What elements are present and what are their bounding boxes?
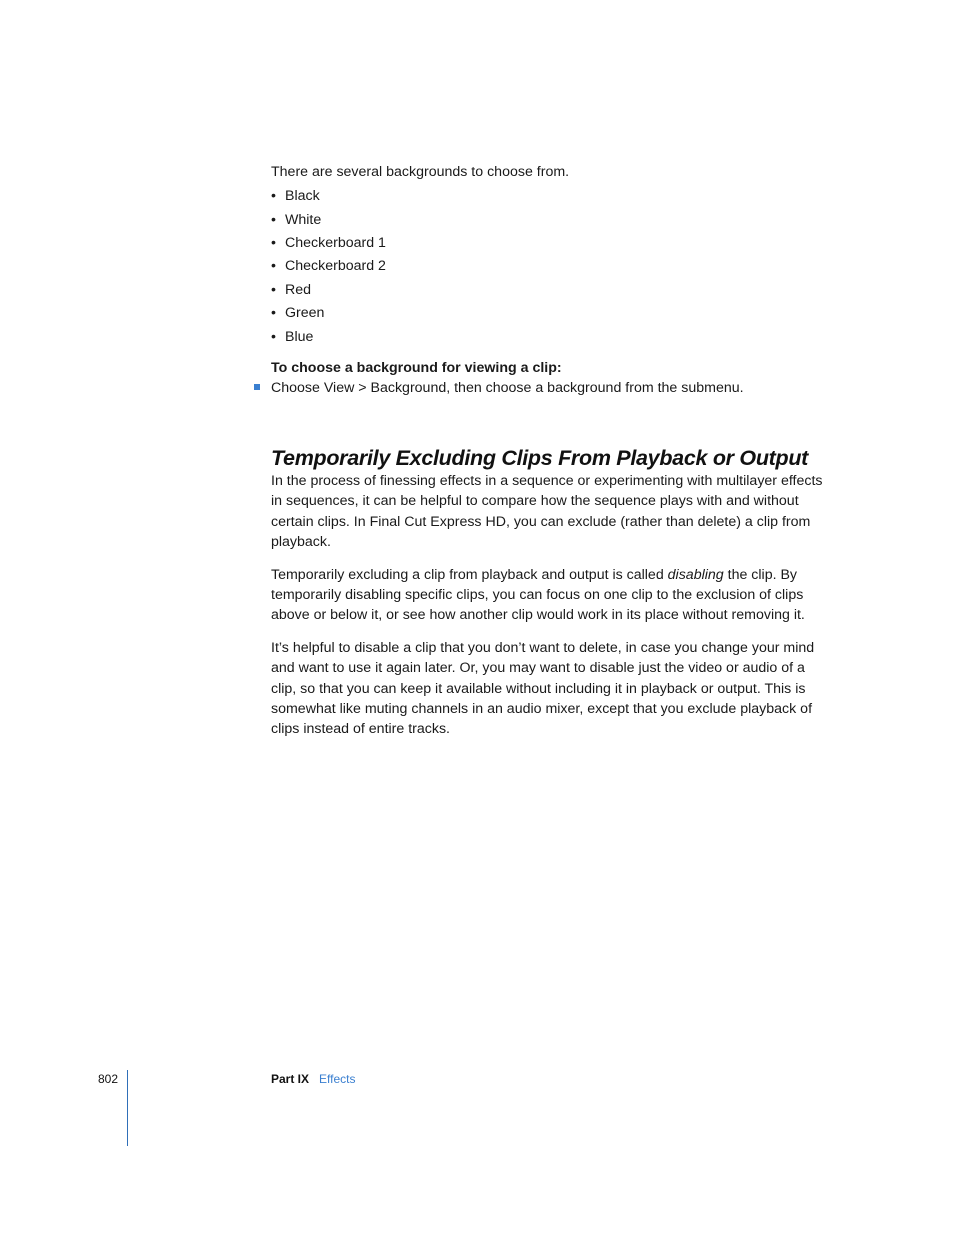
bullet-icon: • [271,188,276,205]
list-item: • Blue [271,326,831,349]
list-item: • Checkerboard 2 [271,255,831,278]
list-item: • Checkerboard 1 [271,232,831,255]
page-number: 802 [98,1072,119,1086]
paragraph: It’s helpful to disable a clip that you don’t want to delete, in case you change your mind and want to use it again later. Or, you may want to disable just the video or audio of a clip, so that you can keep it available without including it in playback or output. This is somewhat like muting channels in an audio mixer, except that you exclude playback of clips instead of entire tracks. [271,640,815,738]
bullet-icon: • [271,328,276,345]
page-content [271,162,831,752]
list-item: • Red [271,279,831,302]
bullet-icon: • [271,235,276,252]
bullet-icon: • [271,305,276,322]
step-square-icon [254,384,260,390]
list-item: • Black [271,185,831,208]
task-step-text: Choose View > Background, then choose a background from the submenu. [271,380,744,397]
footer-part-label: Part IX [271,1072,310,1086]
bullet-icon: • [271,211,276,228]
intro-text: There are several backgrounds to choose from. [271,164,570,180]
footer-divider [127,1070,128,1146]
paragraph: In the process of finessing effects in a sequence or experimenting with multilayer effects in sequences, it can be helpful to compare how the sequence plays with and without certain clips. In Final Cut Express HD, you can exclude (rather than delete) a clip from playback. [271,473,823,550]
emphasis-term: disabling [667,566,724,583]
background-list [271,185,831,349]
bullet-icon: • [271,258,276,275]
section-title: Temporarily Excluding Clips From Playback or Output [271,446,809,471]
list-item: • Green [271,302,831,325]
list-item: • White [271,209,831,232]
bullet-icon: • [271,281,276,298]
task-heading: To choose a background for viewing a clip: [271,360,562,377]
footer-section-link[interactable]: Effects [319,1072,356,1086]
paragraph: Temporarily excluding a clip from playback and output is called disabling the clip. By temporarily disabling specific clips, you can focus on one clip to the exclusion of clips above or below it, or see how another clip would work in its place without removing it. [271,566,805,624]
task-step [271,378,831,398]
